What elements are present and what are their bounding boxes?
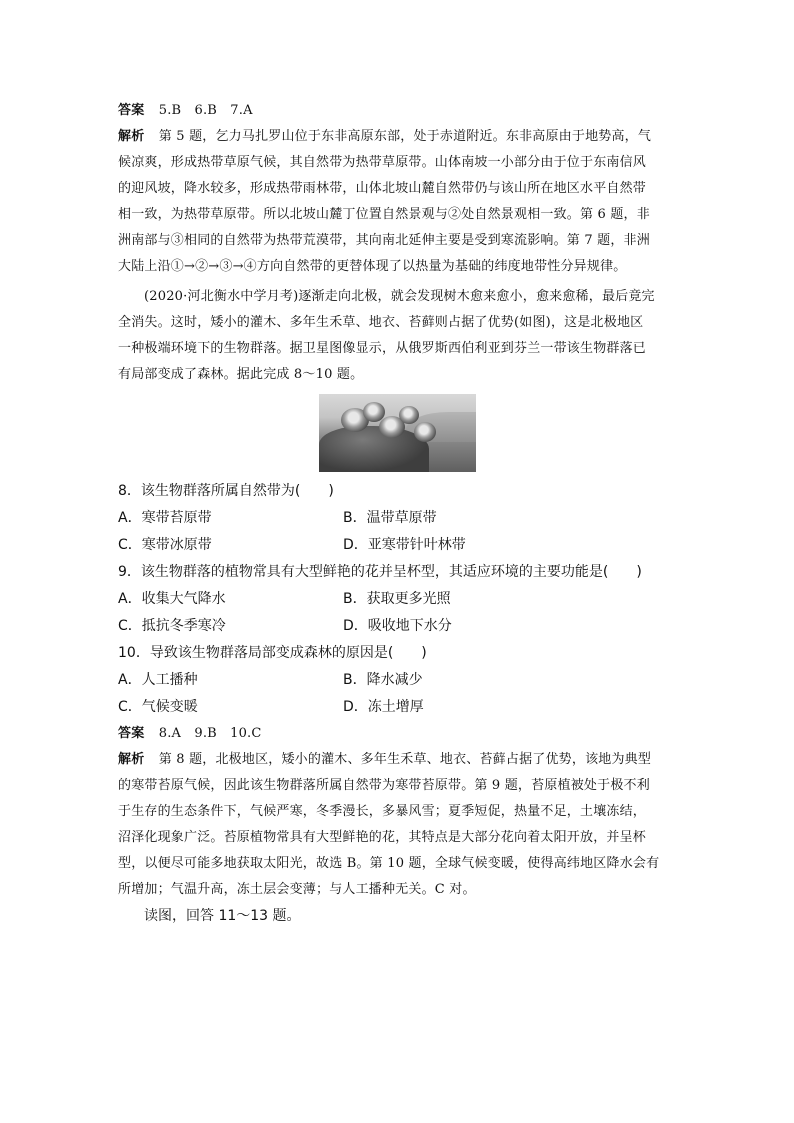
question-8-options xyxy=(118,505,678,532)
option-b: B．降水减少 xyxy=(343,672,423,688)
question-10-options xyxy=(118,667,678,694)
tundra-plant-photo xyxy=(319,394,476,472)
option-a: A．寒带苔原带 xyxy=(118,510,212,526)
analysis-line: 所增加；气温升高，冻土层会变薄；与人工播种无关。C 对。 xyxy=(118,882,476,897)
analysis-line: 型，以便尽可能多地获取太阳光，故选 B。第 10 题，全球气候变暖，使得高纬地区降水会有 xyxy=(118,856,660,871)
document-page xyxy=(118,98,678,929)
option-b: B．获取更多光照 xyxy=(343,591,451,607)
intro-line: 有局部变成了森林。据此完成 8～10 题。 xyxy=(118,367,364,382)
analysis-line xyxy=(118,124,678,150)
analysis-label: 解析 xyxy=(118,129,145,144)
analysis-text: 第 5 题，乞力马扎罗山位于东非高原东部，处于赤道附近。东非高原由于地势高，气 xyxy=(158,129,652,144)
question-9: 9．该生物群落的植物常具有大型鲜艳的花并呈杯型，其适应环境的主要功能是( ) xyxy=(118,564,642,580)
answer-label: 答案 xyxy=(118,103,145,118)
intro-line: 一种极端环境下的生物群落。据卫星图像显示，从俄罗斯西伯利亚到芬兰一带该生物群落已 xyxy=(118,341,647,356)
option-c: C．气候变暖 xyxy=(118,699,198,715)
answer-line-1 xyxy=(118,98,678,124)
question-10: 10．导致该生物群落局部变成森林的原因是( ) xyxy=(118,645,427,661)
option-a: A．收集大气降水 xyxy=(118,591,226,607)
answer-values: 5.B 6.B 7.A xyxy=(158,103,253,118)
closing-line: 读图，回答 11～13 题。 xyxy=(144,908,301,924)
analysis-line: 大陆上沿①→②→③→④方向自然带的更替体现了以热量为基础的纬度地带性分异规律。 xyxy=(118,259,627,274)
intro-line: 全消失。这时，矮小的灌木、多年生禾草、地衣、苔藓则占据了优势(如图)，这是北极地区 xyxy=(118,315,644,330)
option-d: D．冻土增厚 xyxy=(343,699,424,715)
analysis-line: 相一致，为热带草原带。所以北坡山麓丁位置自然景观与②处自然景观相一致。第 6 题，非 xyxy=(118,207,650,222)
photo-rock xyxy=(319,426,429,472)
analysis-line: 沼泽化现象广泛。苔原植物常具有大型鲜艳的花，其特点是大部分花向着太阳开放，并呈杯 xyxy=(118,830,647,845)
question-8: 8．该生物群落所属自然带为( ) xyxy=(118,483,334,499)
analysis-line: 的寒带苔原气候，因此该生物群落所属自然带为寒带苔原带。第 9 题，苔原植被处于极不利 xyxy=(118,778,650,793)
analysis-line: 的迎风坡，降水较多，形成热带雨林带，山体北坡山麓自然带仍与该山所在地区水平自然带 xyxy=(118,181,647,196)
analysis-label: 解析 xyxy=(118,752,145,767)
option-d: D．亚寒带针叶林带 xyxy=(343,537,466,553)
answer-values: 8.A 9.B 10.C xyxy=(158,726,262,741)
analysis-line: 候凉爽，形成热带草原气候，其自然带为热带草原带。山体南坡一小部分由于位于东南信风 xyxy=(118,155,647,170)
analysis-text: 第 8 题，北极地区，矮小的灌木、多年生禾草、地衣、苔藓占据了优势，该地为典型 xyxy=(158,752,652,767)
photo-plant xyxy=(414,422,436,442)
question-8-options xyxy=(118,532,678,559)
question-9-options xyxy=(118,613,678,640)
option-c: C．寒带冰原带 xyxy=(118,537,212,553)
analysis-line: 于生存的生态条件下，气候严寒，冬季漫长，多暴风雪；夏季短促，热量不足，土壤冻结， xyxy=(118,804,647,819)
answer-line-2 xyxy=(118,721,678,747)
analysis-line xyxy=(118,747,678,773)
question-10-options xyxy=(118,694,678,721)
photo-plant xyxy=(399,406,419,424)
option-d: D．吸收地下水分 xyxy=(343,618,452,634)
question-9-options xyxy=(118,586,678,613)
answer-label: 答案 xyxy=(118,726,145,741)
analysis-line: 洲南部与③相同的自然带为热带荒漠带，其向南北延伸主要是受到寒流影响。第 7 题，非洲 xyxy=(118,233,650,248)
option-b: B．温带草原带 xyxy=(343,510,437,526)
intro-line: (2020·河北衡水中学月考)逐渐走向北极，就会发现树木愈来愈小，愈来愈稀，最后竟完 xyxy=(144,289,655,304)
option-c: C．抵抗冬季寒冷 xyxy=(118,618,226,634)
option-a: A．人工播种 xyxy=(118,672,198,688)
